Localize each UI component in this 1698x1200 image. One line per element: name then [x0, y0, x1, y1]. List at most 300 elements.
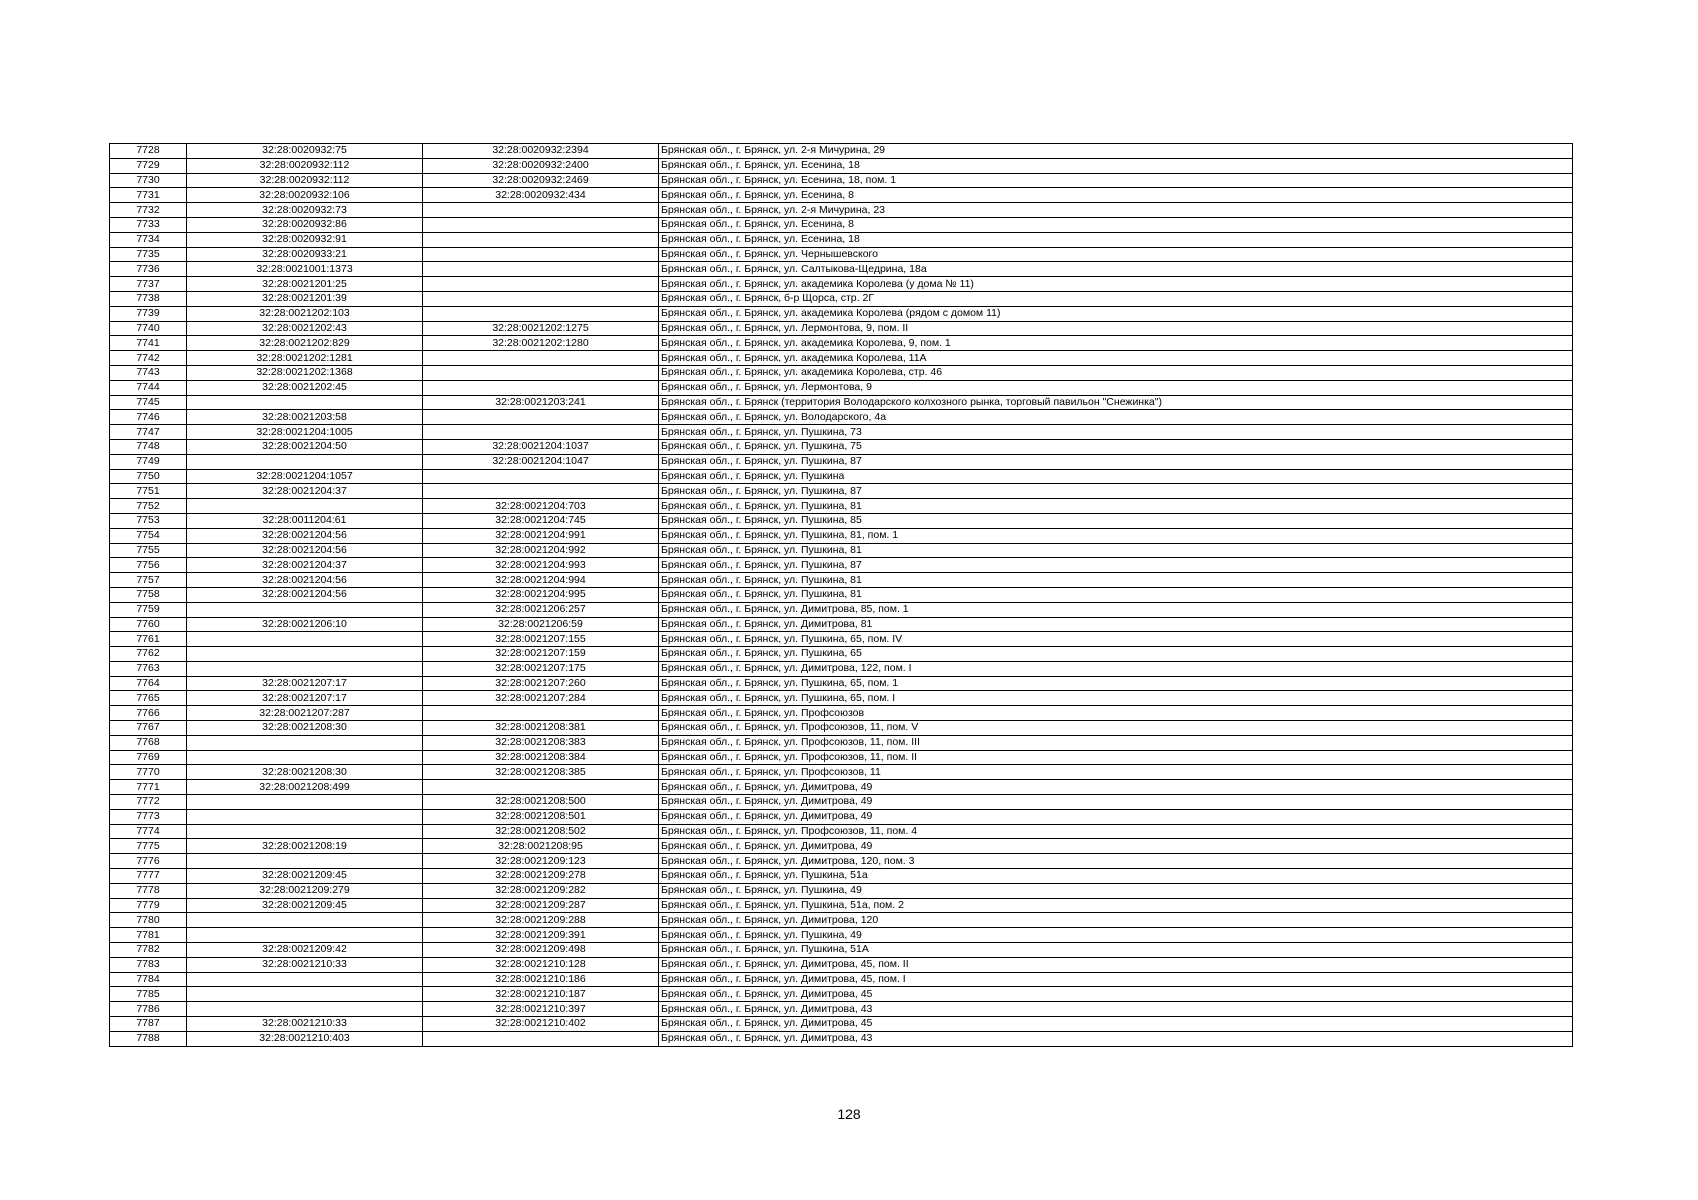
table-row [110, 188, 1573, 203]
row-number-cell: 7781 [110, 928, 187, 943]
object-cadastral-number-cell: 32:28:0021207:175 [423, 661, 659, 676]
object-cadastral-number-cell: 32:28:0021210:186 [423, 972, 659, 987]
table-row [110, 365, 1573, 380]
object-cadastral-number-cell: 32:28:0021208:385 [423, 765, 659, 780]
object-cadastral-number-cell [423, 1031, 659, 1046]
address-cell: Брянская обл., г. Брянск, ул. Пушкина, 81 [659, 587, 1573, 602]
address-cell: Брянская обл., г. Брянск, ул. Профсоюзов, 11 [659, 765, 1573, 780]
land-cadastral-number-cell: 32:28:0021210:33 [187, 957, 423, 972]
address-cell: Брянская обл., г. Брянск, ул. Пушкина, 81 [659, 499, 1573, 514]
object-cadastral-number-cell: 32:28:0021208:383 [423, 735, 659, 750]
row-number-cell: 7783 [110, 957, 187, 972]
address-cell: Брянская обл., г. Брянск, ул. Пушкина, 49 [659, 928, 1573, 943]
table-row [110, 395, 1573, 410]
table-row [110, 1017, 1573, 1032]
address-cell: Брянская обл., г. Брянск, ул. Профсоюзов, 11, пом. III [659, 735, 1573, 750]
object-cadastral-number-cell [423, 247, 659, 262]
address-cell: Брянская обл., г. Брянск, ул. Профсоюзов, 11, пом. 4 [659, 824, 1573, 839]
address-cell: Брянская обл., г. Брянск, ул. Димитрова, 45, пом. II [659, 957, 1573, 972]
object-cadastral-number-cell: 32:28:0021209:287 [423, 898, 659, 913]
object-cadastral-number-cell: 32:28:0021209:278 [423, 869, 659, 884]
table-row [110, 558, 1573, 573]
table-row [110, 750, 1573, 765]
table-row [110, 144, 1573, 159]
row-number-cell: 7746 [110, 410, 187, 425]
table-row [110, 824, 1573, 839]
object-cadastral-number-cell: 32:28:0021204:994 [423, 573, 659, 588]
address-cell: Брянская обл., г. Брянск, ул. академика Королева (у дома № 11) [659, 277, 1573, 292]
row-number-cell: 7739 [110, 306, 187, 321]
row-number-cell: 7729 [110, 158, 187, 173]
land-cadastral-number-cell: 32:28:0021203:58 [187, 410, 423, 425]
object-cadastral-number-cell [423, 780, 659, 795]
row-number-cell: 7776 [110, 854, 187, 869]
row-number-cell: 7737 [110, 277, 187, 292]
row-number-cell: 7764 [110, 676, 187, 691]
row-number-cell: 7758 [110, 587, 187, 602]
table-row [110, 158, 1573, 173]
land-cadastral-number-cell: 32:28:0021210:33 [187, 1017, 423, 1032]
land-cadastral-number-cell: 32:28:0020933:21 [187, 247, 423, 262]
table-row [110, 943, 1573, 958]
land-cadastral-number-cell: 32:28:0021001:1373 [187, 262, 423, 277]
object-cadastral-number-cell: 32:28:0021209:391 [423, 928, 659, 943]
object-cadastral-number-cell [423, 469, 659, 484]
address-cell: Брянская обл., г. Брянск, ул. Димитрова, 122, пом. I [659, 661, 1573, 676]
land-cadastral-number-cell: 32:28:0021202:1368 [187, 365, 423, 380]
object-cadastral-number-cell: 32:28:0021207:260 [423, 676, 659, 691]
object-cadastral-number-cell: 32:28:0021204:993 [423, 558, 659, 573]
land-cadastral-number-cell [187, 395, 423, 410]
address-cell: Брянская обл., г. Брянск, ул. Пушкина, 81, пом. 1 [659, 528, 1573, 543]
row-number-cell: 7759 [110, 602, 187, 617]
table-row [110, 587, 1573, 602]
row-number-cell: 7736 [110, 262, 187, 277]
land-cadastral-number-cell: 32:28:0021202:1281 [187, 351, 423, 366]
table-row [110, 1002, 1573, 1017]
row-number-cell: 7763 [110, 661, 187, 676]
object-cadastral-number-cell: 32:28:0020932:2394 [423, 144, 659, 159]
row-number-cell: 7768 [110, 735, 187, 750]
table-row [110, 454, 1573, 469]
object-cadastral-number-cell [423, 306, 659, 321]
row-number-cell: 7777 [110, 869, 187, 884]
row-number-cell: 7762 [110, 647, 187, 662]
row-number-cell: 7743 [110, 365, 187, 380]
table-row [110, 499, 1573, 514]
table-row [110, 217, 1573, 232]
object-cadastral-number-cell: 32:28:0021209:123 [423, 854, 659, 869]
land-cadastral-number-cell [187, 632, 423, 647]
row-number-cell: 7787 [110, 1017, 187, 1032]
land-cadastral-number-cell [187, 661, 423, 676]
address-cell: Брянская обл., г. Брянск, ул. Пушкина, 65, пом. 1 [659, 676, 1573, 691]
land-cadastral-number-cell: 32:28:0021210:403 [187, 1031, 423, 1046]
object-cadastral-number-cell: 32:28:0021210:128 [423, 957, 659, 972]
land-cadastral-number-cell [187, 735, 423, 750]
table-row [110, 277, 1573, 292]
address-cell: Брянская обл., г. Брянск, ул. академика Королева, стр. 46 [659, 365, 1573, 380]
object-cadastral-number-cell [423, 380, 659, 395]
table-row [110, 528, 1573, 543]
table-row [110, 351, 1573, 366]
table-row [110, 809, 1573, 824]
object-cadastral-number-cell: 32:28:0020932:2469 [423, 173, 659, 188]
row-number-cell: 7771 [110, 780, 187, 795]
table-row [110, 765, 1573, 780]
land-cadastral-number-cell: 32:28:0021201:25 [187, 277, 423, 292]
row-number-cell: 7734 [110, 232, 187, 247]
land-cadastral-number-cell: 32:28:0021208:499 [187, 780, 423, 795]
land-cadastral-number-cell: 32:28:0021209:42 [187, 943, 423, 958]
row-number-cell: 7738 [110, 291, 187, 306]
object-cadastral-number-cell: 32:28:0021208:500 [423, 795, 659, 810]
table-row [110, 913, 1573, 928]
address-cell: Брянская обл., г. Брянск, ул. Димитрова, 49 [659, 839, 1573, 854]
object-cadastral-number-cell: 32:28:0021202:1275 [423, 321, 659, 336]
land-cadastral-number-cell: 32:28:0021207:17 [187, 676, 423, 691]
address-cell: Брянская обл., г. Брянск, ул. Димитрова, 45 [659, 1017, 1573, 1032]
row-number-cell: 7732 [110, 203, 187, 218]
row-number-cell: 7753 [110, 513, 187, 528]
object-cadastral-number-cell: 32:28:0021206:59 [423, 617, 659, 632]
land-cadastral-number-cell [187, 972, 423, 987]
row-number-cell: 7731 [110, 188, 187, 203]
object-cadastral-number-cell [423, 351, 659, 366]
row-number-cell: 7751 [110, 484, 187, 499]
table-row [110, 706, 1573, 721]
land-cadastral-number-cell: 32:28:0021209:45 [187, 869, 423, 884]
address-cell: Брянская обл., г. Брянск, ул. Димитрова, 81 [659, 617, 1573, 632]
row-number-cell: 7750 [110, 469, 187, 484]
table-row [110, 573, 1573, 588]
object-cadastral-number-cell [423, 706, 659, 721]
object-cadastral-number-cell: 32:28:0021209:288 [423, 913, 659, 928]
land-cadastral-number-cell: 32:28:0021208:19 [187, 839, 423, 854]
address-cell: Брянская обл., г. Брянск, ул. Димитрова, 49 [659, 795, 1573, 810]
land-cadastral-number-cell [187, 1002, 423, 1017]
table-row [110, 232, 1573, 247]
address-cell: Брянская обл., г. Брянск, ул. Димитрова, 120, пом. 3 [659, 854, 1573, 869]
object-cadastral-number-cell: 32:28:0021207:284 [423, 691, 659, 706]
row-number-cell: 7778 [110, 883, 187, 898]
row-number-cell: 7772 [110, 795, 187, 810]
land-cadastral-number-cell: 32:28:0021204:50 [187, 439, 423, 454]
object-cadastral-number-cell: 32:28:0020932:434 [423, 188, 659, 203]
row-number-cell: 7757 [110, 573, 187, 588]
land-cadastral-number-cell [187, 750, 423, 765]
table-row [110, 735, 1573, 750]
object-cadastral-number-cell: 32:28:0021209:282 [423, 883, 659, 898]
row-number-cell: 7728 [110, 144, 187, 159]
registry-table-body [110, 144, 1573, 1047]
row-number-cell: 7745 [110, 395, 187, 410]
land-cadastral-number-cell [187, 809, 423, 824]
address-cell: Брянская обл., г. Брянск, ул. Есенина, 8 [659, 217, 1573, 232]
object-cadastral-number-cell [423, 484, 659, 499]
land-cadastral-number-cell: 32:28:0021208:30 [187, 721, 423, 736]
land-cadastral-number-cell: 32:28:0021207:287 [187, 706, 423, 721]
land-cadastral-number-cell [187, 499, 423, 514]
row-number-cell: 7779 [110, 898, 187, 913]
address-cell: Брянская обл., г. Брянск, ул. Есенина, 18 [659, 232, 1573, 247]
address-cell: Брянская обл., г. Брянск, ул. академика Королева, 11А [659, 351, 1573, 366]
address-cell: Брянская обл., г. Брянск, ул. Володарского, 4а [659, 410, 1573, 425]
table-row [110, 602, 1573, 617]
address-cell: Брянская обл., г. Брянск, ул. Димитрова, 45 [659, 987, 1573, 1002]
address-cell: Брянская обл., г. Брянск, ул. Пушкина, 73 [659, 425, 1573, 440]
land-cadastral-number-cell: 32:28:0021202:45 [187, 380, 423, 395]
row-number-cell: 7765 [110, 691, 187, 706]
row-number-cell: 7747 [110, 425, 187, 440]
land-cadastral-number-cell: 32:28:0021202:43 [187, 321, 423, 336]
address-cell: Брянская обл., г. Брянск, ул. Пушкина, 49 [659, 883, 1573, 898]
table-row [110, 795, 1573, 810]
row-number-cell: 7774 [110, 824, 187, 839]
address-cell: Брянская обл., г. Брянск, ул. Димитрова, 120 [659, 913, 1573, 928]
object-cadastral-number-cell: 32:28:0021204:992 [423, 543, 659, 558]
row-number-cell: 7748 [110, 439, 187, 454]
address-cell: Брянская обл., г. Брянск, ул. Пушкина, 51а, пом. 2 [659, 898, 1573, 913]
address-cell: Брянская обл., г. Брянск, ул. академика Королева, 9, пом. 1 [659, 336, 1573, 351]
row-number-cell: 7785 [110, 987, 187, 1002]
table-row [110, 543, 1573, 558]
land-cadastral-number-cell [187, 647, 423, 662]
land-cadastral-number-cell: 32:28:0020932:112 [187, 158, 423, 173]
table-row [110, 780, 1573, 795]
address-cell: Брянская обл., г. Брянск, ул. Пушкина, 87 [659, 558, 1573, 573]
land-cadastral-number-cell: 32:28:0020932:75 [187, 144, 423, 159]
row-number-cell: 7749 [110, 454, 187, 469]
object-cadastral-number-cell: 32:28:0021204:1037 [423, 439, 659, 454]
table-row [110, 721, 1573, 736]
object-cadastral-number-cell [423, 410, 659, 425]
table-row [110, 972, 1573, 987]
address-cell: Брянская обл., г. Брянск, ул. Чернышевского [659, 247, 1573, 262]
row-number-cell: 7788 [110, 1031, 187, 1046]
land-cadastral-number-cell: 32:28:0021204:37 [187, 484, 423, 499]
table-row [110, 928, 1573, 943]
table-row [110, 336, 1573, 351]
land-cadastral-number-cell: 32:28:0021204:56 [187, 528, 423, 543]
land-cadastral-number-cell: 32:28:0021206:10 [187, 617, 423, 632]
table-row [110, 439, 1573, 454]
address-cell: Брянская обл., г. Брянск, б-р Щорса, стр. 2Г [659, 291, 1573, 306]
row-number-cell: 7760 [110, 617, 187, 632]
table-row [110, 869, 1573, 884]
land-cadastral-number-cell: 32:28:0020932:73 [187, 203, 423, 218]
row-number-cell: 7782 [110, 943, 187, 958]
row-number-cell: 7730 [110, 173, 187, 188]
table-row [110, 513, 1573, 528]
object-cadastral-number-cell: 32:28:0021207:159 [423, 647, 659, 662]
registry-table [109, 143, 1573, 1047]
land-cadastral-number-cell [187, 854, 423, 869]
object-cadastral-number-cell: 32:28:0021207:155 [423, 632, 659, 647]
address-cell: Брянская обл., г. Брянск, ул. Есенина, 8 [659, 188, 1573, 203]
land-cadastral-number-cell: 32:28:0021202:103 [187, 306, 423, 321]
address-cell: Брянская обл., г. Брянск, ул. Профсоюзов, 11, пом. V [659, 721, 1573, 736]
row-number-cell: 7754 [110, 528, 187, 543]
object-cadastral-number-cell: 32:28:0021210:187 [423, 987, 659, 1002]
land-cadastral-number-cell: 32:28:0021201:39 [187, 291, 423, 306]
object-cadastral-number-cell: 32:28:0021208:502 [423, 824, 659, 839]
row-number-cell: 7770 [110, 765, 187, 780]
table-row [110, 676, 1573, 691]
object-cadastral-number-cell [423, 203, 659, 218]
address-cell: Брянская обл., г. Брянск, ул. Лермонтова, 9, пом. II [659, 321, 1573, 336]
object-cadastral-number-cell [423, 425, 659, 440]
address-cell: Брянская обл., г. Брянск, ул. Пушкина, 81 [659, 543, 1573, 558]
land-cadastral-number-cell [187, 928, 423, 943]
row-number-cell: 7767 [110, 721, 187, 736]
land-cadastral-number-cell: 32:28:0020932:112 [187, 173, 423, 188]
object-cadastral-number-cell [423, 262, 659, 277]
table-row [110, 380, 1573, 395]
address-cell: Брянская обл., г. Брянск, ул. Димитрова, 43 [659, 1002, 1573, 1017]
row-number-cell: 7761 [110, 632, 187, 647]
table-row [110, 661, 1573, 676]
address-cell: Брянская обл., г. Брянск, ул. Димитрова, 49 [659, 809, 1573, 824]
row-number-cell: 7740 [110, 321, 187, 336]
row-number-cell: 7733 [110, 217, 187, 232]
address-cell: Брянская обл., г. Брянск, ул. Пушкина [659, 469, 1573, 484]
table-row [110, 898, 1573, 913]
address-cell: Брянская обл., г. Брянск, ул. Есенина, 18 [659, 158, 1573, 173]
table-row [110, 247, 1573, 262]
address-cell: Брянская обл., г. Брянск, ул. Профсоюзов, 11, пом. II [659, 750, 1573, 765]
page-number: 128 [837, 1106, 861, 1122]
object-cadastral-number-cell: 32:28:0021204:991 [423, 528, 659, 543]
object-cadastral-number-cell [423, 217, 659, 232]
table-row [110, 306, 1573, 321]
land-cadastral-number-cell [187, 602, 423, 617]
table-row [110, 291, 1573, 306]
land-cadastral-number-cell: 32:28:0021204:56 [187, 587, 423, 602]
table-row [110, 632, 1573, 647]
address-cell: Брянская обл., г. Брянск, ул. Пушкина, 87 [659, 454, 1573, 469]
land-cadastral-number-cell [187, 795, 423, 810]
table-row [110, 987, 1573, 1002]
address-cell: Брянская обл., г. Брянск, ул. Пушкина, 87 [659, 484, 1573, 499]
address-cell: Брянская обл., г. Брянск, ул. Пушкина, 65 [659, 647, 1573, 662]
object-cadastral-number-cell: 32:28:0021208:501 [423, 809, 659, 824]
object-cadastral-number-cell: 32:28:0020932:2400 [423, 158, 659, 173]
land-cadastral-number-cell: 32:28:0011204:61 [187, 513, 423, 528]
object-cadastral-number-cell: 32:28:0021209:498 [423, 943, 659, 958]
table-row [110, 410, 1573, 425]
land-cadastral-number-cell [187, 454, 423, 469]
object-cadastral-number-cell [423, 365, 659, 380]
object-cadastral-number-cell: 32:28:0021208:384 [423, 750, 659, 765]
address-cell: Брянская обл., г. Брянск, ул. Лермонтова, 9 [659, 380, 1573, 395]
row-number-cell: 7744 [110, 380, 187, 395]
row-number-cell: 7756 [110, 558, 187, 573]
object-cadastral-number-cell: 32:28:0021208:95 [423, 839, 659, 854]
object-cadastral-number-cell: 32:28:0021208:381 [423, 721, 659, 736]
land-cadastral-number-cell: 32:28:0021204:1057 [187, 469, 423, 484]
table-row [110, 617, 1573, 632]
address-cell: Брянская обл., г. Брянск, ул. Пушкина, 51а [659, 869, 1573, 884]
object-cadastral-number-cell: 32:28:0021202:1280 [423, 336, 659, 351]
address-cell: Брянская обл., г. Брянск, ул. академика Королева (рядом с домом 11) [659, 306, 1573, 321]
land-cadastral-number-cell: 32:28:0021209:45 [187, 898, 423, 913]
object-cadastral-number-cell: 32:28:0021204:995 [423, 587, 659, 602]
land-cadastral-number-cell: 32:28:0021202:829 [187, 336, 423, 351]
land-cadastral-number-cell: 32:28:0021207:17 [187, 691, 423, 706]
address-cell: Брянская обл., г. Брянск, ул. Пушкина, 85 [659, 513, 1573, 528]
table-row [110, 173, 1573, 188]
object-cadastral-number-cell: 32:28:0021204:745 [423, 513, 659, 528]
land-cadastral-number-cell: 32:28:0021204:56 [187, 573, 423, 588]
object-cadastral-number-cell: 32:28:0021210:402 [423, 1017, 659, 1032]
row-number-cell: 7769 [110, 750, 187, 765]
object-cadastral-number-cell: 32:28:0021204:1047 [423, 454, 659, 469]
object-cadastral-number-cell [423, 277, 659, 292]
table-row [110, 647, 1573, 662]
table-row [110, 484, 1573, 499]
row-number-cell: 7742 [110, 351, 187, 366]
address-cell: Брянская обл., г. Брянск, ул. Димитрова, 43 [659, 1031, 1573, 1046]
row-number-cell: 7766 [110, 706, 187, 721]
land-cadastral-number-cell: 32:28:0021208:30 [187, 765, 423, 780]
land-cadastral-number-cell: 32:28:0021204:56 [187, 543, 423, 558]
row-number-cell: 7755 [110, 543, 187, 558]
object-cadastral-number-cell: 32:28:0021204:703 [423, 499, 659, 514]
land-cadastral-number-cell: 32:28:0020932:91 [187, 232, 423, 247]
table-row [110, 1031, 1573, 1046]
table-row [110, 321, 1573, 336]
address-cell: Брянская обл., г. Брянск, ул. 2-я Мичурина, 29 [659, 144, 1573, 159]
row-number-cell: 7752 [110, 499, 187, 514]
land-cadastral-number-cell [187, 824, 423, 839]
row-number-cell: 7784 [110, 972, 187, 987]
land-cadastral-number-cell: 32:28:0021204:37 [187, 558, 423, 573]
row-number-cell: 7775 [110, 839, 187, 854]
address-cell: Брянская обл., г. Брянск, ул. Пушкина, 65, пом. IV [659, 632, 1573, 647]
land-cadastral-number-cell: 32:28:0021204:1005 [187, 425, 423, 440]
table-row [110, 883, 1573, 898]
object-cadastral-number-cell: 32:28:0021206:257 [423, 602, 659, 617]
table-row [110, 203, 1573, 218]
row-number-cell: 7741 [110, 336, 187, 351]
object-cadastral-number-cell: 32:28:0021203:241 [423, 395, 659, 410]
land-cadastral-number-cell [187, 987, 423, 1002]
object-cadastral-number-cell [423, 232, 659, 247]
address-cell: Брянская обл., г. Брянск, ул. Пушкина, 75 [659, 439, 1573, 454]
address-cell: Брянская обл., г. Брянск, ул. Пушкина, 51А [659, 943, 1573, 958]
table-row [110, 262, 1573, 277]
table-row [110, 469, 1573, 484]
address-cell: Брянская обл., г. Брянск (территория Володарского колхозного рынка, торговый павильон "Снежинка") [659, 395, 1573, 410]
land-cadastral-number-cell: 32:28:0021209:279 [187, 883, 423, 898]
address-cell: Брянская обл., г. Брянск, ул. Пушкина, 81 [659, 573, 1573, 588]
table-row [110, 957, 1573, 972]
row-number-cell: 7773 [110, 809, 187, 824]
address-cell: Брянская обл., г. Брянск, ул. Димитрова, 49 [659, 780, 1573, 795]
table-row [110, 425, 1573, 440]
address-cell: Брянская обл., г. Брянск, ул. Димитрова, 85, пом. 1 [659, 602, 1573, 617]
address-cell: Брянская обл., г. Брянск, ул. Димитрова, 45, пом. I [659, 972, 1573, 987]
row-number-cell: 7735 [110, 247, 187, 262]
land-cadastral-number-cell [187, 913, 423, 928]
address-cell: Брянская обл., г. Брянск, ул. Салтыкова-Щедрина, 18а [659, 262, 1573, 277]
table-row [110, 839, 1573, 854]
object-cadastral-number-cell: 32:28:0021210:397 [423, 1002, 659, 1017]
land-cadastral-number-cell: 32:28:0020932:106 [187, 188, 423, 203]
address-cell: Брянская обл., г. Брянск, ул. Есенина, 18, пом. 1 [659, 173, 1573, 188]
address-cell: Брянская обл., г. Брянск, ул. 2-я Мичурина, 23 [659, 203, 1573, 218]
